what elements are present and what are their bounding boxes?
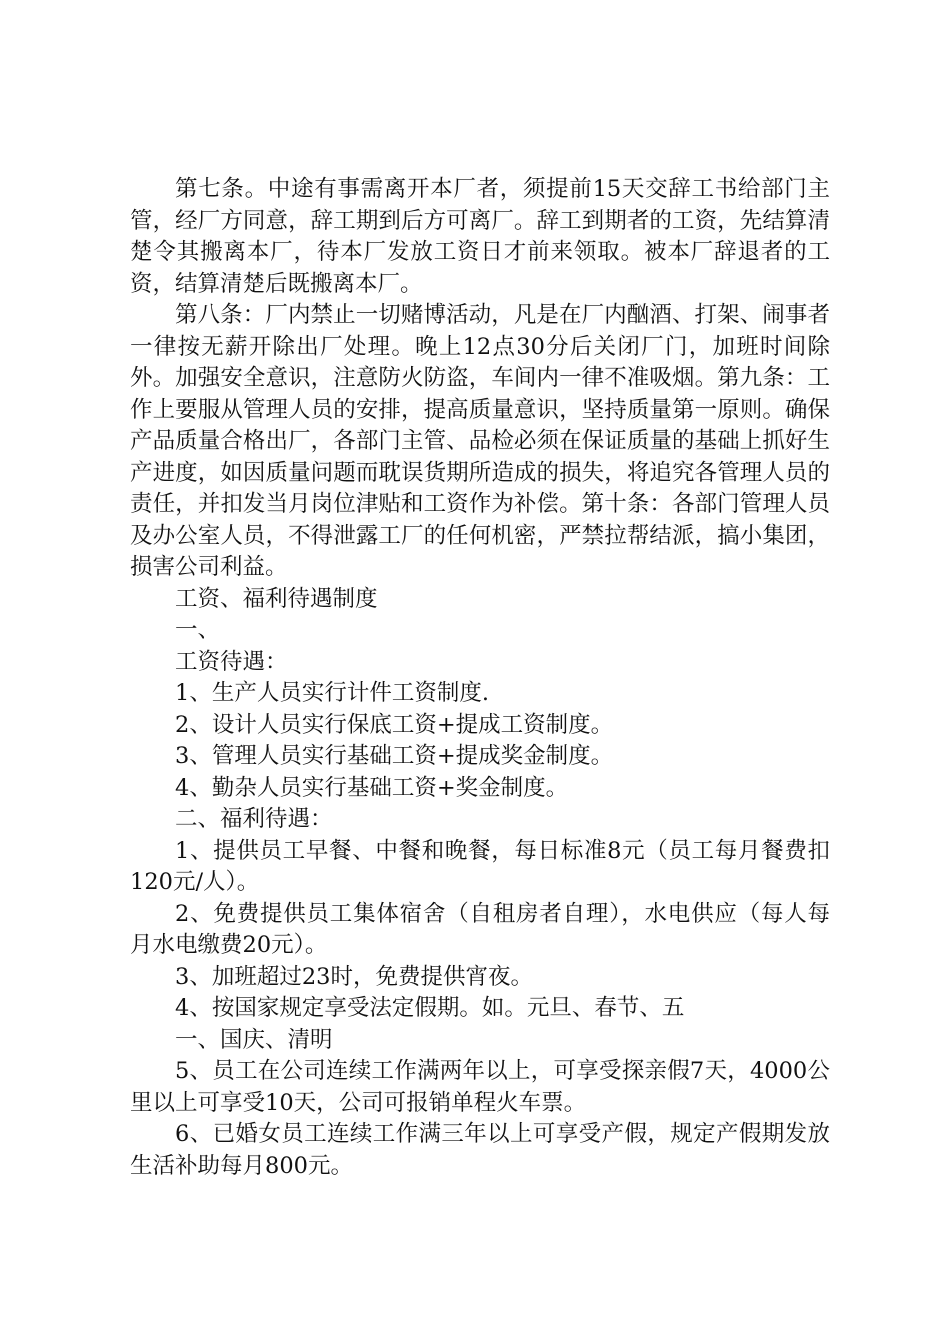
subheading-welfare: 二、福利待遇： (175, 806, 333, 832)
list-item-salary-1: 1、生产人员实行计件工资制度. (175, 680, 489, 706)
list-item-welfare-1: 1、提供员工早餐、中餐和晚餐，每日标准8元（员工每月餐费扣120元/人）。 (130, 837, 830, 895)
document-body (130, 174, 830, 1182)
section-heading-salary-welfare: 工资、福利待遇制度 (175, 585, 378, 612)
list-item-welfare-6: 6、已婚女员工连续工作满三年以上可享受产假，规定产假期发放生活补助每月800元。 (130, 1121, 830, 1179)
paragraph-article-8-10: 第八条：厂内禁止一切赌博活动，凡是在厂内酗酒、打架、闹事者一律按无薪开除出厂处理。晚上12点30分后关闭厂门，加班时间除外。加强安全意识，注意防火防盗，车间内一律不准吸烟。第九条：工作上要服从管理人员的安排，提高质量意识，坚持质量第一原则。确保产品质量合格出厂，各部门主管、品检必须在保证质量的基础上抓好生产进度，如因质量问题而耽误货期所造成的损失，将追究各管理人员的责任，并扣发当月岗位津贴和工资作为补偿。第十条：各部门管理人员及办公室人员，不得泄露工厂的任何机密，严禁拉帮结派，搞小集团，损害公司利益。 (130, 302, 830, 580)
list-item-salary-3: 3、管理人员实行基础工资+提成奖金制度。 (175, 743, 614, 769)
list-item-welfare-4: 4、按国家规定享受法定假期。如。元旦、春节、五 (175, 995, 685, 1021)
paragraph-article-7: 第七条。中途有事需离开本厂者，须提前15天交辞工书给部门主管，经厂方同意，辞工期到后方可离厂。辞工到期者的工资，先结算清楚令其搬离本厂，待本厂发放工资日才前来领取。被本厂辞退者的工资，结算清楚后既搬离本厂。 (130, 176, 830, 297)
subheading-salary: 工资待遇： (175, 648, 288, 675)
list-item-welfare-2: 2、免费提供员工集体宿舍（自租房者自理），水电供应（每人每月水电缴费20元）。 (130, 900, 830, 958)
list-item-welfare-3: 3、加班超过23时，免费提供宵夜。 (175, 963, 533, 990)
list-item-welfare-4-cont: 一、国庆、清明 (175, 1026, 333, 1053)
list-item-salary-2: 2、设计人员实行保底工资+提成工资制度。 (175, 711, 614, 738)
list-item-salary-4: 4、勤杂人员实行基础工资+奖金制度。 (175, 774, 569, 801)
list-item-welfare-5: 5、员工在公司连续工作满两年以上，可享受探亲假7天，4000公里以上可享受10天，公司可报销单程火车票。 (130, 1058, 830, 1116)
section-number-one: 一、 (175, 617, 221, 643)
